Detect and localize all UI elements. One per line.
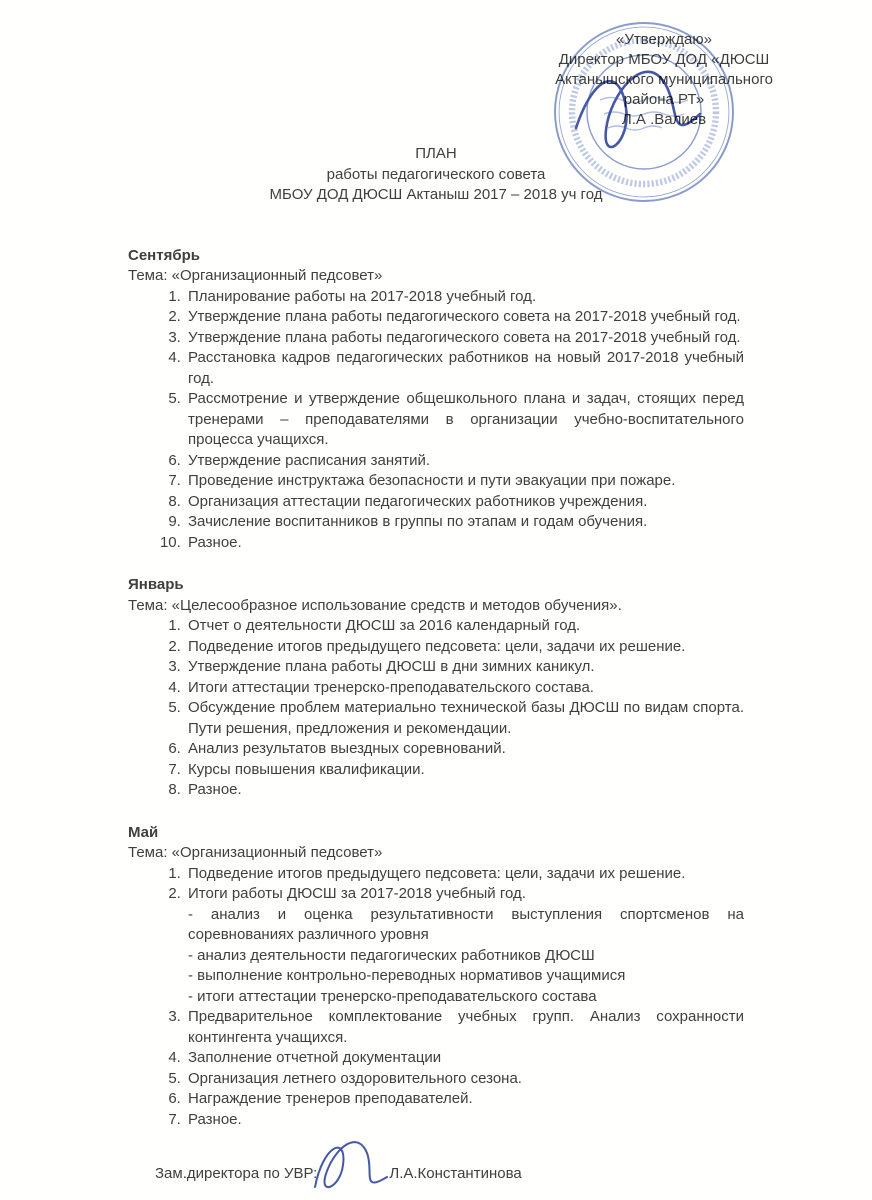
approval-block xyxy=(514,30,814,130)
list-item-text: 1. Планирование работы на 2017-2018 учебный год. xyxy=(188,287,537,305)
section-theme: Тема: «Организационный педсовет» xyxy=(128,267,383,284)
list-item xyxy=(185,698,744,739)
list-item-text: 8. Организация аттестации педагогических работников учреждения. xyxy=(188,492,648,510)
title-line: МБОУ ДОД ДЮСШ Актаныш 2017 – 2018 уч год xyxy=(269,186,603,203)
list-item xyxy=(185,1007,744,1048)
section-item-list xyxy=(128,616,744,801)
section-item-list xyxy=(128,864,744,1131)
list-item-text: 6. Анализ результатов выездных соревнований. xyxy=(188,740,506,757)
list-item xyxy=(185,1069,744,1090)
list-item-text: 6. Награждение тренеров преподавателей. xyxy=(188,1090,473,1107)
list-item-text: 2. Итоги работы ДЮСШ за 2017-2018 учебный год. xyxy=(188,885,526,902)
list-item xyxy=(185,616,744,637)
list-item-text: 2. Подведение итогов предыдущего педсовета: цели, задачи их решение. xyxy=(188,637,686,655)
section-item-list xyxy=(128,287,744,554)
list-item-text: 1. Отчет о деятельности ДЮСШ за 2016 календарный год. xyxy=(188,617,581,634)
list-item-text: 7. Курсы повышения квалификации. xyxy=(188,760,425,778)
list-item-text: 9. Зачисление воспитанников в группы по этапам и годам обучения. xyxy=(188,513,648,530)
list-item-text: 2. Утверждение плана работы педагогического совета на 2017-2018 учебный год. xyxy=(188,308,741,325)
list-item xyxy=(185,1110,744,1131)
footer-label: Зам.директора по УВР: xyxy=(155,1165,318,1183)
list-item-text: 1. Подведение итогов предыдущего педсовета: цели, задачи их решение. xyxy=(188,864,686,882)
list-item xyxy=(185,533,744,554)
list-item-text: 10. Разное. xyxy=(188,533,242,551)
list-item xyxy=(185,471,744,492)
sections xyxy=(0,246,872,1131)
list-item-text: 4. Итоги аттестации тренерско-преподавательского состава. xyxy=(188,678,594,696)
document-title-block xyxy=(0,144,872,206)
section-month: Январь xyxy=(128,576,184,593)
list-subitem: - анализ и оценка результативности выступления спортсменов на соревнованиях различного уровня xyxy=(188,905,744,943)
deputy-signature-area xyxy=(317,1164,389,1185)
list-item-text: 5. Организация летнего оздоровительного сезона. xyxy=(188,1069,522,1087)
list-item xyxy=(185,287,744,308)
list-item xyxy=(185,389,744,451)
list-item xyxy=(185,760,744,781)
list-item-text: 8. Разное. xyxy=(188,781,242,798)
list-subitem: - выполнение контрольно-переводных нормативов учащимися xyxy=(188,967,626,984)
list-item-text: 5. Рассмотрение и утверждение общешкольного плана и задач, стоящих перед тренерами – преподавателями в организации учебно-воспитательного процесса учащихся. xyxy=(188,390,744,448)
list-item xyxy=(185,328,744,349)
list-subitem: - анализ деятельности педагогических работников ДЮСШ xyxy=(188,946,595,964)
approval-line: «Утверждаю» xyxy=(616,31,712,48)
list-item xyxy=(185,884,744,1007)
plan-section xyxy=(128,246,744,554)
title-line: работы педагогического совета xyxy=(326,165,546,183)
list-item-text: 4. Заполнение отчетной документации xyxy=(188,1049,442,1066)
list-item xyxy=(185,780,744,801)
section-month: Май xyxy=(128,823,159,841)
list-item xyxy=(185,864,744,885)
list-subitem: - итоги аттестации тренерско-преподавательского состава xyxy=(188,987,597,1005)
section-theme: Тема: «Организационный педсовет» xyxy=(128,844,383,861)
approval-line: Актанышского муниципального xyxy=(555,71,773,88)
list-item xyxy=(185,492,744,513)
list-item xyxy=(185,1048,744,1069)
deputy-signature-icon xyxy=(303,1121,399,1200)
section-month: Сентябрь xyxy=(128,246,200,264)
list-item-text: 3. Предварительное комплектование учебных групп. Анализ сохранности контингента учащихся. xyxy=(188,1008,744,1046)
list-item xyxy=(185,1089,744,1110)
signature-row xyxy=(155,1164,872,1185)
list-item xyxy=(185,307,744,328)
list-item xyxy=(185,348,744,389)
list-item xyxy=(185,637,744,658)
section-theme: Тема: «Целесообразное использование средств и методов обучения». xyxy=(128,596,622,614)
list-item xyxy=(185,512,744,533)
title-line: ПЛАН xyxy=(415,145,457,162)
plan-section xyxy=(128,823,744,1131)
list-item xyxy=(185,739,744,760)
list-item xyxy=(185,678,744,699)
list-item-text: 3. Утверждение плана работы педагогического совета на 2017-2018 учебный год. xyxy=(188,328,741,346)
list-item-text: 6. Утверждение расписания занятий. xyxy=(188,451,431,469)
list-item-text: 4. Расстановка кадров педагогических работников на новый 2017-2018 учебный год. xyxy=(188,349,744,387)
list-item-text: 7. Проведение инструктажа безопасности и пути эвакуации при пожаре. xyxy=(188,472,676,489)
footer-name: Л.А.Константинова xyxy=(389,1165,522,1183)
approval-line: района РТ» xyxy=(623,91,705,108)
list-item xyxy=(185,451,744,472)
list-item-text: 7. Разное. xyxy=(188,1110,242,1128)
list-item-text: 3. Утверждение плана работы ДЮСШ в дни зимних каникул. xyxy=(188,658,595,675)
plan-section xyxy=(128,575,744,801)
approval-line: Директор МБОУ ДОД «ДЮСШ xyxy=(558,51,770,68)
list-item-text: 5. Обсуждение проблем материально технической базы ДЮСШ по видам спорта. Пути решения, предложения и рекомендации. xyxy=(188,699,744,737)
approval-director-name: Л.А .Валиев xyxy=(621,111,707,128)
list-item xyxy=(185,657,744,678)
